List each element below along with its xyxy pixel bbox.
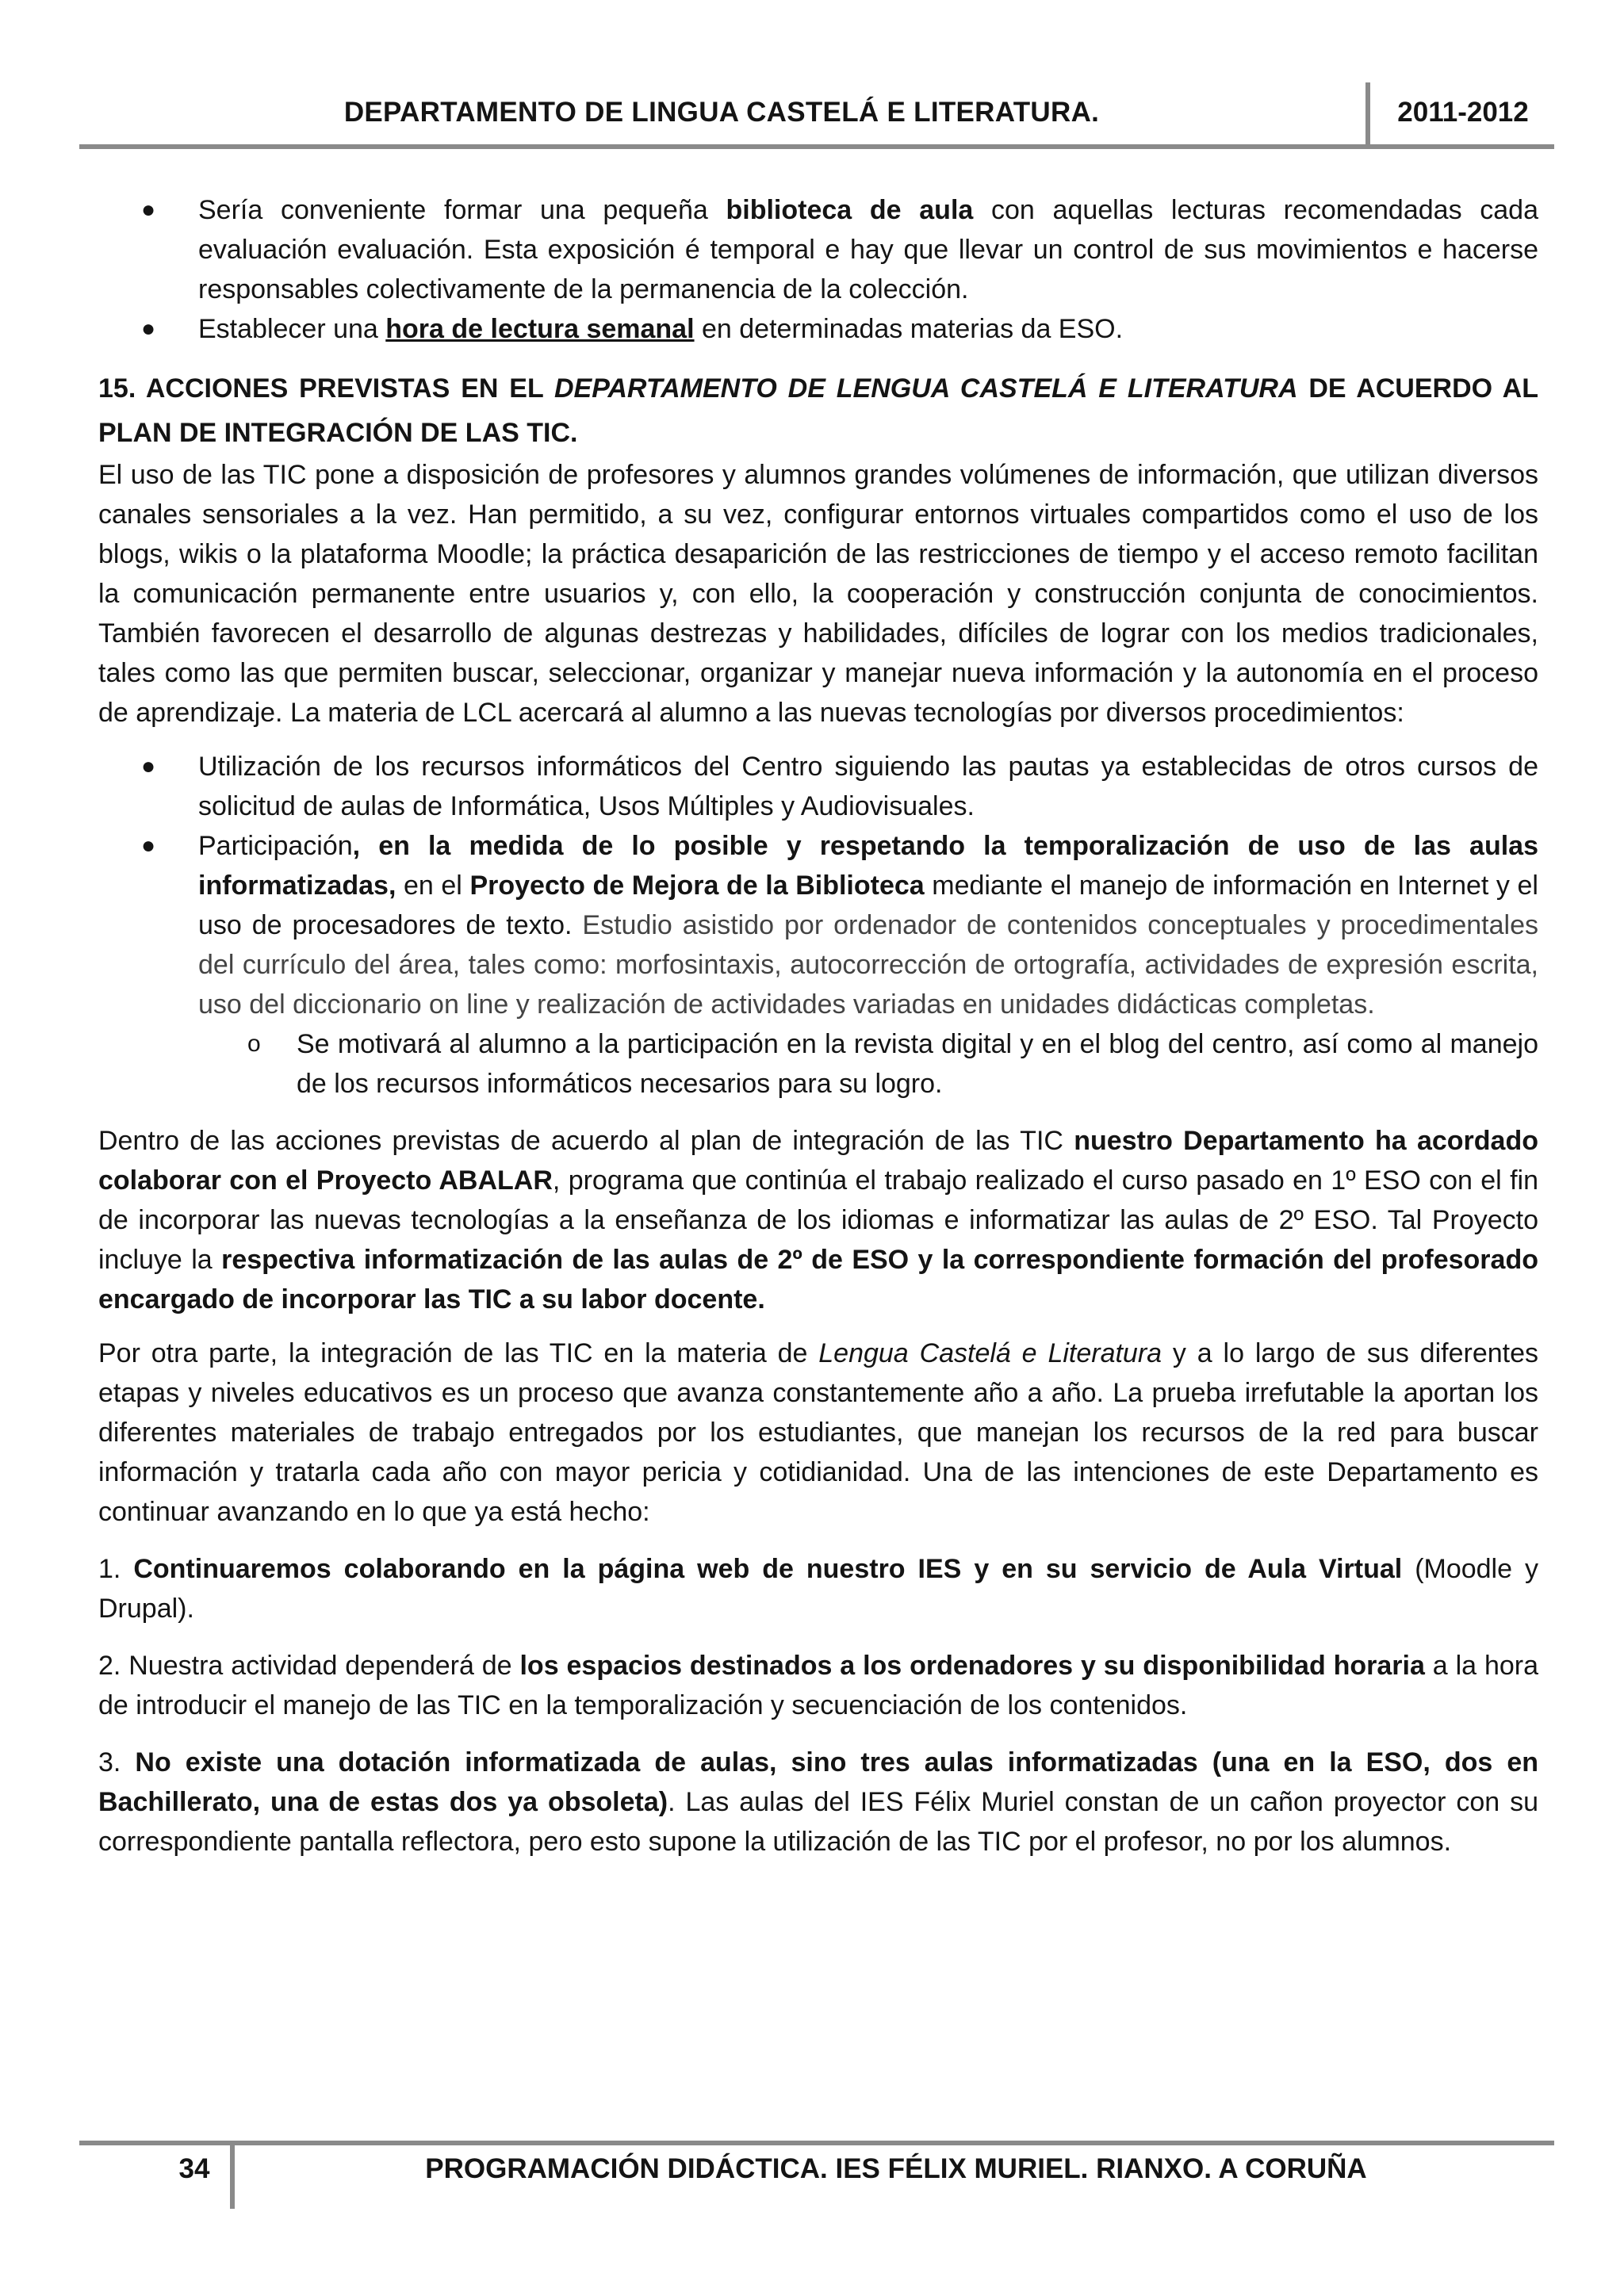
text-run: Establecer una xyxy=(198,314,386,344)
heading-text: DE ACUERDO AL PLAN DE INTEGRACIÓN DE LAS TIC. xyxy=(98,373,1538,448)
tic-bullet-list xyxy=(98,747,1538,1024)
bold-text: Continuaremos colaborando en la página web de nuestro IES y en su servicio de Aula Virtual xyxy=(133,1554,1403,1584)
page-content xyxy=(98,190,1538,1862)
bold-text: los espacios destinados a los ordenadores y su disponibilidad horaria xyxy=(519,1651,1425,1681)
list-item xyxy=(98,1024,1538,1104)
numbered-item-2 xyxy=(98,1646,1538,1725)
hollow-bullet-icon: o xyxy=(247,1031,261,1057)
item-number: 2. xyxy=(98,1651,129,1681)
text-run: Por otra parte, la integración de las TIC en la materia de xyxy=(98,1338,819,1368)
item-number: 1. xyxy=(98,1554,134,1584)
item-number: 3. xyxy=(98,1747,136,1777)
text-run: Participación xyxy=(198,831,353,861)
text-run: Se motivará al alumno a la participación en la revista digital y en el blog del centro, así como al manejo de los recursos informáticos necesarios para su logro. xyxy=(297,1029,1538,1099)
bold-text: Proyecto de Mejora de la Biblioteca xyxy=(469,871,925,901)
text-run: Dentro de las acciones previstas de acuerdo al plan de integración de las TIC xyxy=(98,1126,1074,1156)
text-run: Utilización de los recursos informáticos del Centro siguiendo las pautas ya establecidas de otros cursos de solicitud de aulas de Informática, Usos Múltiples y Audiovisuales. xyxy=(198,752,1538,821)
bullet-icon: ● xyxy=(141,832,156,859)
bold-text: nuestro Departamento ha acordado colaborar con el Proyecto ABALAR xyxy=(98,1126,1538,1196)
bullet-icon: ● xyxy=(141,316,156,342)
paragraph-abalar xyxy=(98,1121,1538,1319)
heading-text: 15. ACCIONES PREVISTAS EN EL xyxy=(98,373,554,404)
footer-rule xyxy=(79,2141,1554,2145)
numbered-item-1 xyxy=(98,1549,1538,1628)
list-item xyxy=(98,826,1538,1024)
bullet-icon: ● xyxy=(141,753,156,779)
heading-italic-text: DEPARTAMENTO DE LENGUA CASTELÁ E LITERATURA xyxy=(553,373,1298,404)
text-run: (Moodle y Drupal). xyxy=(98,1554,1538,1624)
numbered-item-3 xyxy=(98,1743,1538,1862)
paragraph-integration xyxy=(98,1334,1538,1532)
list-item xyxy=(98,190,1538,309)
gray-text: Estudio asistido por ordenador de contenidos conceptuales y procedimentales del currículo del área, tales como: morfosintaxis, autocorrección de ortografía, actividades de expresión escrita, uso del diccionario on line y realización de actividades variadas en unidades didácticas completas. xyxy=(198,910,1539,1020)
text-run: y a lo largo de sus diferentes etapas y niveles educativos es un proceso que avanza constantemente año a año. La prueba irrefutable la aportan los diferentes materiales de trabajo entregados por los estudiantes, que manejan los recursos de la red para buscar información y tratarla cada año con mayor pericia y cotidianidad. Una de las intenciones de este Departamento es continuar avanzando en lo que ya está hecho: xyxy=(98,1338,1538,1527)
list-item xyxy=(98,747,1538,826)
text-run: mediante el manejo de información en Internet y el uso de procesadores de texto. xyxy=(198,871,1538,940)
header-title: DEPARTAMENTO DE LINGUA CASTELÁ E LITERATURA. xyxy=(343,97,1100,128)
paragraph-tic-intro: El uso de las TIC pone a disposición de profesores y alumnos grandes volúmenes de información, que utilizan diversos canales sensoriales a la vez. Han permitido, a su vez, configurar entornos virtuales compartidos como el uso de los blogs, wikis o la plataforma Moodle; la práctica desaparición de las restricciones de tiempo y el acceso remoto facilitan la comunicación permanente entre usuarios y, con ello, la cooperación y construcción conjunta de conocimientos. También favorecen el desarrollo de algunas destrezas y habilidades, difíciles de lograr con los medios tradicionales, tales como las que permiten buscar, seleccionar, organizar y manejar nueva información y la autonomía en el proceso de aprendizaje. La materia de LCL acercará al alumno a las nuevas tecnologías por diversos procedimientos: xyxy=(98,460,1538,728)
text-run: . Las aulas del IES Félix Muriel constan de un cañon proyector con su correspondiente pantalla reflectora, pero esto supone la utilización de las TIC por el profesor, no por los alumnos. xyxy=(98,1787,1538,1857)
sub-bullet-list xyxy=(98,1024,1538,1104)
text-run: en el xyxy=(396,871,470,901)
text-run: Sería conveniente formar una pequeña xyxy=(198,195,726,225)
text-run: con aquellas lecturas recomendadas cada evaluación evaluación. Esta exposición é temporal e hay que llevar un control de sus movimientos e hacerse responsables colectivamente de la permanencia de la colección. xyxy=(198,195,1538,304)
text-run: Nuestra actividad dependerá de xyxy=(128,1651,520,1681)
footer-title: PROGRAMACIÓN DIDÁCTICA. IES FÉLIX MURIEL. RIANXO. A CORUÑA xyxy=(425,2153,1367,2184)
header-year: 2011-2012 xyxy=(1397,97,1529,128)
bold-text: , en la medida de lo posible y respetando la temporalización de uso de las aulas informatizadas, xyxy=(198,831,1538,901)
text-run: en determinadas materias da ESO. xyxy=(694,314,1124,344)
bold-text: biblioteca de aula xyxy=(726,195,974,225)
header-divider xyxy=(1365,82,1370,147)
section-heading xyxy=(98,366,1538,455)
page-number: 34 xyxy=(178,2153,210,2184)
italic-text: Lengua Castelá e Literatura xyxy=(818,1338,1162,1368)
header-rule xyxy=(79,144,1554,149)
text-run: , programa que continúa el trabajo realizado el curso pasado en 1º ESO con el fin de incorporar las nuevas tecnologías a la enseñanza de los idiomas e informatizar las aulas de 2º ESO. Tal Proyecto incluye la xyxy=(98,1165,1538,1275)
intro-bullet-list xyxy=(98,190,1538,349)
list-item xyxy=(98,309,1538,349)
text-run: a la hora de introducir el manejo de las TIC en la temporalización y secuenciación de los contenidos. xyxy=(98,1651,1539,1720)
footer-divider xyxy=(230,2141,235,2209)
underlined-bold-text: hora de lectura semanal xyxy=(385,314,695,344)
bold-text: No existe una dotación informatizada de aulas, sino tres aulas informatizadas (una en la ESO, dos en Bachillerato, una de estas dos ya obsoleta) xyxy=(98,1747,1538,1817)
bold-text: respectiva informatización de las aulas de 2º de ESO y la correspondiente formación del profesorado encargado de incorporar las TIC a su labor docente. xyxy=(98,1245,1538,1314)
bullet-icon: ● xyxy=(141,197,156,223)
